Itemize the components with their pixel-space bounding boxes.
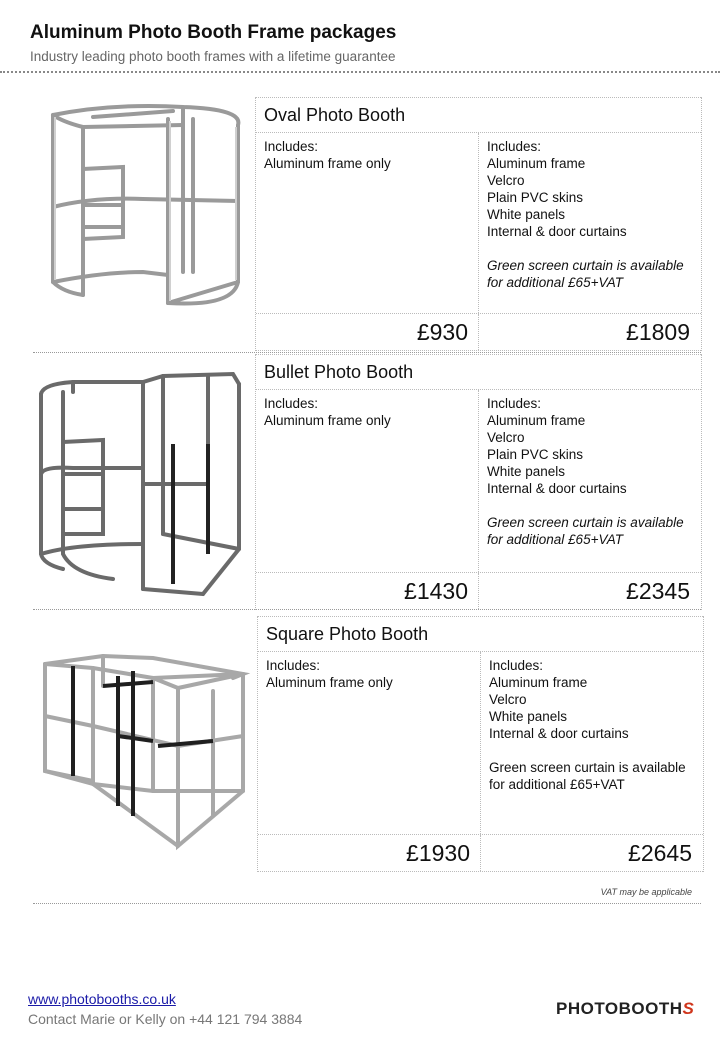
include-item: Internal & door curtains [489, 726, 629, 741]
basic-package [256, 133, 478, 313]
vat-note: VAT may be applicable [600, 887, 692, 897]
green-screen-note [487, 514, 692, 548]
oval-packages-table [255, 97, 702, 351]
include-item: Velcro [487, 173, 525, 188]
square-packages-table [257, 616, 704, 872]
include-item: Aluminum frame only [266, 675, 393, 690]
basic-price: £1930 [406, 840, 470, 866]
note-line: for additional £65+VAT [487, 275, 623, 290]
include-item: Plain PVC skins [487, 447, 584, 462]
include-item: Velcro [489, 692, 527, 707]
oval-booth-frame-image [33, 97, 253, 317]
include-item: Aluminum frame [489, 675, 588, 690]
basic-price: £1430 [404, 578, 468, 604]
include-item: Aluminum frame [487, 413, 586, 428]
basic-price: £930 [416, 319, 468, 345]
green-screen-note [489, 759, 694, 793]
full-package [480, 652, 702, 834]
note-line: Green screen curtain is available [487, 515, 684, 530]
page-subtitle: Industry leading photo booth frames with a lifetime guarantee [30, 49, 396, 64]
note-line: Green screen curtain is available [489, 760, 686, 775]
note-line: for additional £65+VAT [487, 532, 623, 547]
green-screen-note [487, 257, 692, 291]
square-booth-frame-image [33, 616, 253, 861]
basic-package [256, 390, 478, 572]
includes-label: Includes: [487, 139, 542, 154]
bullet-booth-frame-image [33, 354, 253, 609]
include-item: White panels [489, 709, 568, 724]
include-item: Internal & door curtains [487, 224, 627, 239]
include-item: Plain PVC skins [487, 190, 584, 205]
include-item: White panels [487, 207, 566, 222]
booth-name: Square Photo Booth [258, 616, 703, 652]
note-line: Green screen curtain is available [487, 258, 684, 273]
full-price: £1809 [478, 314, 700, 350]
includes-label: Includes: [264, 396, 319, 411]
note-line: for additional £65+VAT [489, 777, 625, 792]
basic-package [258, 652, 480, 834]
footer-divider [33, 903, 701, 904]
logo-accent: S [682, 999, 695, 1018]
include-item: Velcro [487, 430, 525, 445]
contact-text: Contact Marie or Kelly on +44 121 794 3884 [28, 1011, 303, 1027]
booth-name: Oval Photo Booth [256, 97, 701, 133]
logo-text: PHOTOBOOTH [556, 999, 683, 1018]
section-divider [33, 609, 701, 610]
website-link[interactable]: www.photobooths.co.uk [28, 991, 176, 1007]
bullet-packages-table [255, 354, 702, 610]
include-item: Aluminum frame only [264, 413, 391, 428]
full-price: £2645 [480, 835, 702, 871]
full-package [478, 390, 700, 572]
header-divider [0, 71, 720, 73]
photobooths-logo [556, 999, 694, 1019]
full-package [478, 133, 700, 313]
booth-name: Bullet Photo Booth [256, 354, 701, 390]
section-divider [33, 352, 701, 353]
includes-label: Includes: [487, 396, 542, 411]
full-price: £2345 [478, 573, 700, 609]
page-title: Aluminum Photo Booth Frame packages [30, 22, 397, 43]
include-item: Aluminum frame [487, 156, 586, 171]
includes-label: Includes: [489, 658, 544, 673]
include-item: Internal & door curtains [487, 481, 627, 496]
include-item: Aluminum frame only [264, 156, 391, 171]
includes-label: Includes: [264, 139, 319, 154]
includes-label: Includes: [266, 658, 321, 673]
include-item: White panels [487, 464, 566, 479]
